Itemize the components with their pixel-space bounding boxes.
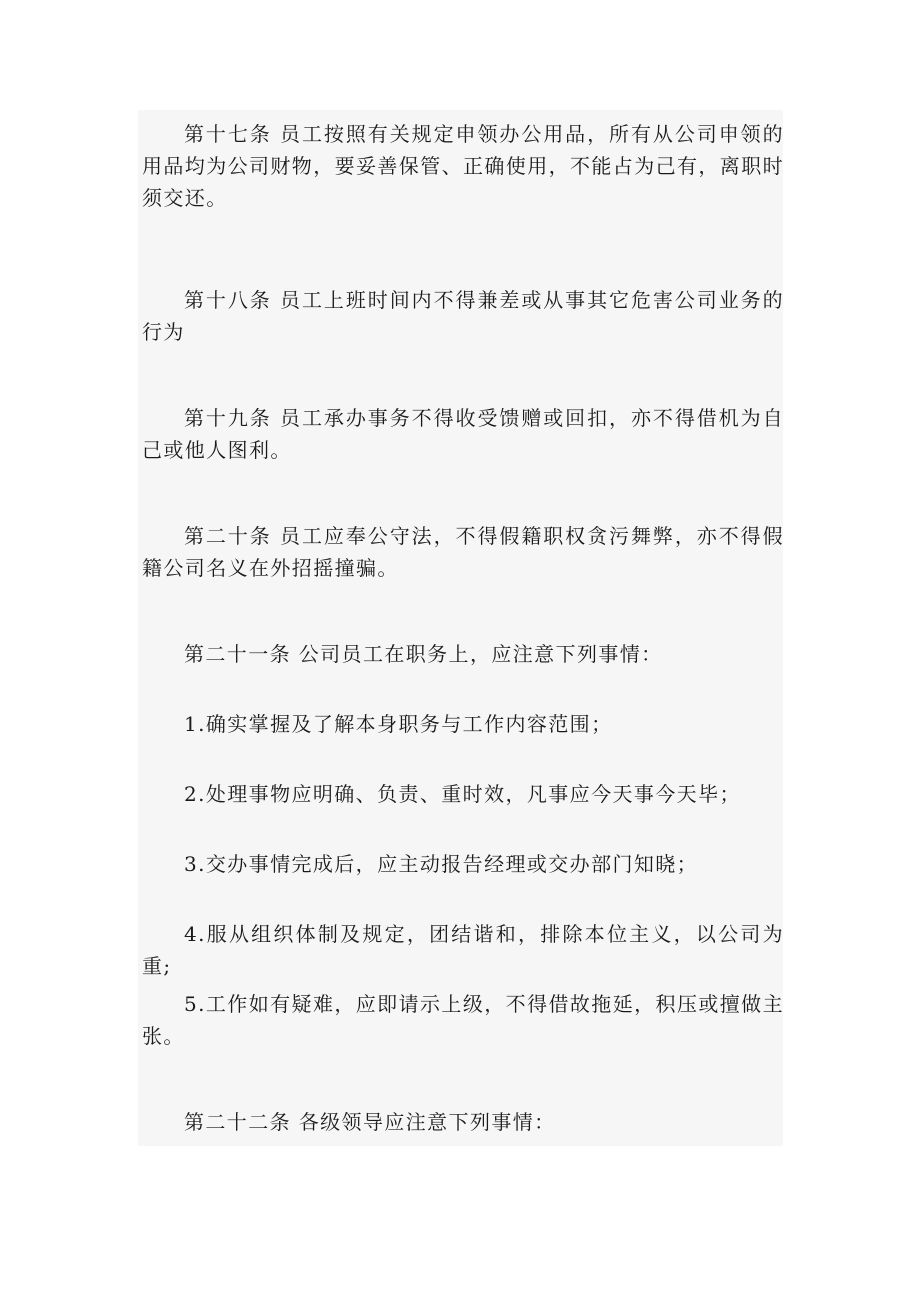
list-item-4: 4.服从组织体制及规定，团结谐和，排除本位主义，以公司为重; (142, 922, 784, 978)
list-item-1: 1.确实掌握及了解本身职务与工作内容范围； (184, 712, 613, 736)
article-22: 第二十二条 各级领导应注意下列事情： (184, 1110, 556, 1134)
article-17: 第十七条 员工按照有关规定申领办公用品，所有从公司申领的用品均为公司财物，要妥善保管、正确使用，不能占为己有，离职时须交还。 (142, 122, 784, 210)
list-item-2: 2.处理事物应明确、负责、重时效，凡事应今天事今天毕； (184, 782, 741, 806)
article-19: 第十九条 员工承办事务不得收受馈赠或回扣，亦不得借机为自己或他人图利。 (142, 406, 784, 462)
article-18: 第十八条 员工上班时间内不得兼差或从事其它危害公司业务的行为 (142, 288, 784, 344)
article-20: 第二十条 员工应奉公守法，不得假籍职权贪污舞弊，亦不得假籍公司名义在外招摇撞骗。 (142, 524, 784, 580)
list-item-5: 5.工作如有疑难，应即请示上级，不得借故拖延，积压或擅做主张。 (142, 992, 784, 1048)
list-item-3: 3.交办事情完成后，应主动报告经理或交办部门知晓； (184, 852, 699, 876)
article-21: 第二十一条 公司员工在职务上，应注意下列事情： (184, 642, 663, 666)
